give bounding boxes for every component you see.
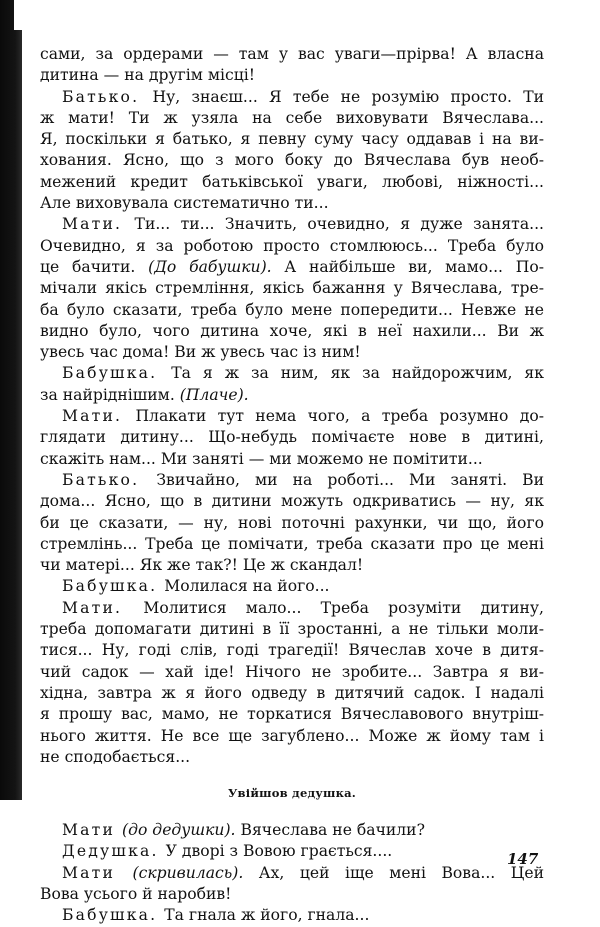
speech-text: Ну, знаєш... Я тебе не розумію просто. Ти [152,87,544,106]
dialogue-line [40,470,544,491]
text-line: хования. Ясно, що з мого боку до Вячеслава був необ- [40,151,544,170]
spacer [40,808,544,820]
text-line: мічали якісь стремління, якісь бажання у Вячеслава, тре- [40,279,544,298]
dialogue-line [40,87,544,108]
text-line: дома... Ясно, що в дитини можуть одкриватись — ну, як [40,492,544,511]
speech-text: Та гнала ж його, гнала... [164,906,370,925]
speech-text: Молилася на його... [164,577,330,596]
text-line: Але виховувала систематично ти... [40,194,329,213]
dialogue-line [40,820,544,841]
text-line: ба було сказати, треба було мене попередити... Невже не [40,300,544,319]
speech-text: Ах, цей іще мені Вова... Цей [258,863,544,882]
dialogue-line [40,363,544,384]
page-number: 147 [507,850,539,868]
text-line: би це сказати, — ну, нові поточні рахунки, чи що, його [40,513,544,532]
text-line: Очевидно, я за роботою просто стомлююсь... Треба було [40,236,544,255]
speech-text: це бачити. [40,257,136,276]
speech-text: Вячеслава не бачили? [240,821,425,840]
text-line: сами, за ордерами — там у вас уваги—прірва! А власна [40,45,544,63]
stage-direction-inline: (До бабушки). [148,257,272,276]
book-spine-shadow [0,0,22,800]
speaker-name: Мати. [62,407,123,426]
spacer [40,768,544,776]
spine-notch [14,0,24,30]
dialogue-line [40,214,544,235]
speaker-name: Бабушка. [62,577,158,596]
text-line: ж мати! Ти ж узяла на себе виховувати Вячеслава... [40,108,544,127]
dialogue-line [40,863,544,884]
speaker-name: Мати [62,863,116,882]
text-line [40,385,544,406]
dialogue-line [40,406,544,427]
speaker-name: Мати. [62,215,123,234]
text-line: я прошу вас, мамо, не торкатися Вячеславового внутріш- [40,705,544,724]
text-line: тися... Ну, годі слів, годі трагедії! Вячеслав хоче в дитя- [40,641,544,660]
stage-direction-inline: (до дедушки). [122,821,236,840]
text-line: Вова усього й наробив! [40,884,232,903]
speaker-name: Батько. [62,470,140,489]
text-line: скажіть нам... Ми заняті — ми можемо не помітити... [40,449,483,468]
dialogue-line [40,905,544,926]
text-line: не сподобається... [40,747,191,766]
speaker-name: Дедушка. [62,842,159,861]
text-line [40,257,544,278]
stage-direction-inline: (Плаче). [179,385,249,404]
speech-text: Ти... ти... Значить, очевидно, я дуже занята... [134,215,544,234]
speaker-name: Бабушка. [62,364,158,383]
speech-text: Звичайно, ми на роботі... Ми заняті. Ви [156,470,544,489]
text-line: хідна, завтра ж я його одведу в дитячий садок. І надалі [40,683,544,702]
dialogue-line [40,598,544,619]
speech-text: Та я ж за ним, як за найдорожчим, як [171,364,544,383]
dialogue-line [40,576,544,597]
text-line: видно було, чого дитина хоче, які в неї нахили... Ви ж [40,321,544,340]
speaker-name: Мати. [62,598,123,617]
page-text [40,44,544,927]
text-line: нього життя. Не все ще загублено... Може ж йому там і [40,726,544,745]
text-line: треба допомагати дитині в її зростанні, а не тільки моли- [40,620,544,639]
text-line: дитина — на другім місці! [40,66,255,85]
text-line: межений кредит батьківської уваги, любові, ніжності... [40,172,544,191]
speech-text: за найріднішим. [40,385,175,404]
stage-direction: Увійшов дедушка. [227,786,357,801]
speaker-name: Бабушка. [62,906,158,925]
stage-direction-inline: (скривилась). [132,863,244,882]
dialogue-line [40,841,544,862]
speaker-name: Батько. [62,87,140,106]
text-line: увесь час дома! Ви ж увесь час із ним! [40,343,361,362]
speech-text: Молитися мало... Треба розуміти дитину, [143,598,544,617]
speech-text: А найбільше ви, мамо... По- [284,257,544,276]
speech-text: Плакати тут нема чого, а треба розумно до- [135,407,544,426]
speech-text: У дворі з Вовою грається.... [165,842,393,861]
text-line: чий садок — хай іде! Нічого не зробите... Завтра я ви- [40,662,544,681]
text-line: чи матері... Як же так?! Це ж скандал! [40,556,364,575]
text-line: Я, поскільки я батько, я певну суму часу оддавав і на ви- [40,130,544,149]
text-line: стремлінь... Треба це помічати, треба сказати про це мені [40,534,544,553]
text-line: глядати дитину... Що-небудь помічаєте нове в дитині, [40,428,544,447]
speaker-name: Мати [62,821,116,840]
